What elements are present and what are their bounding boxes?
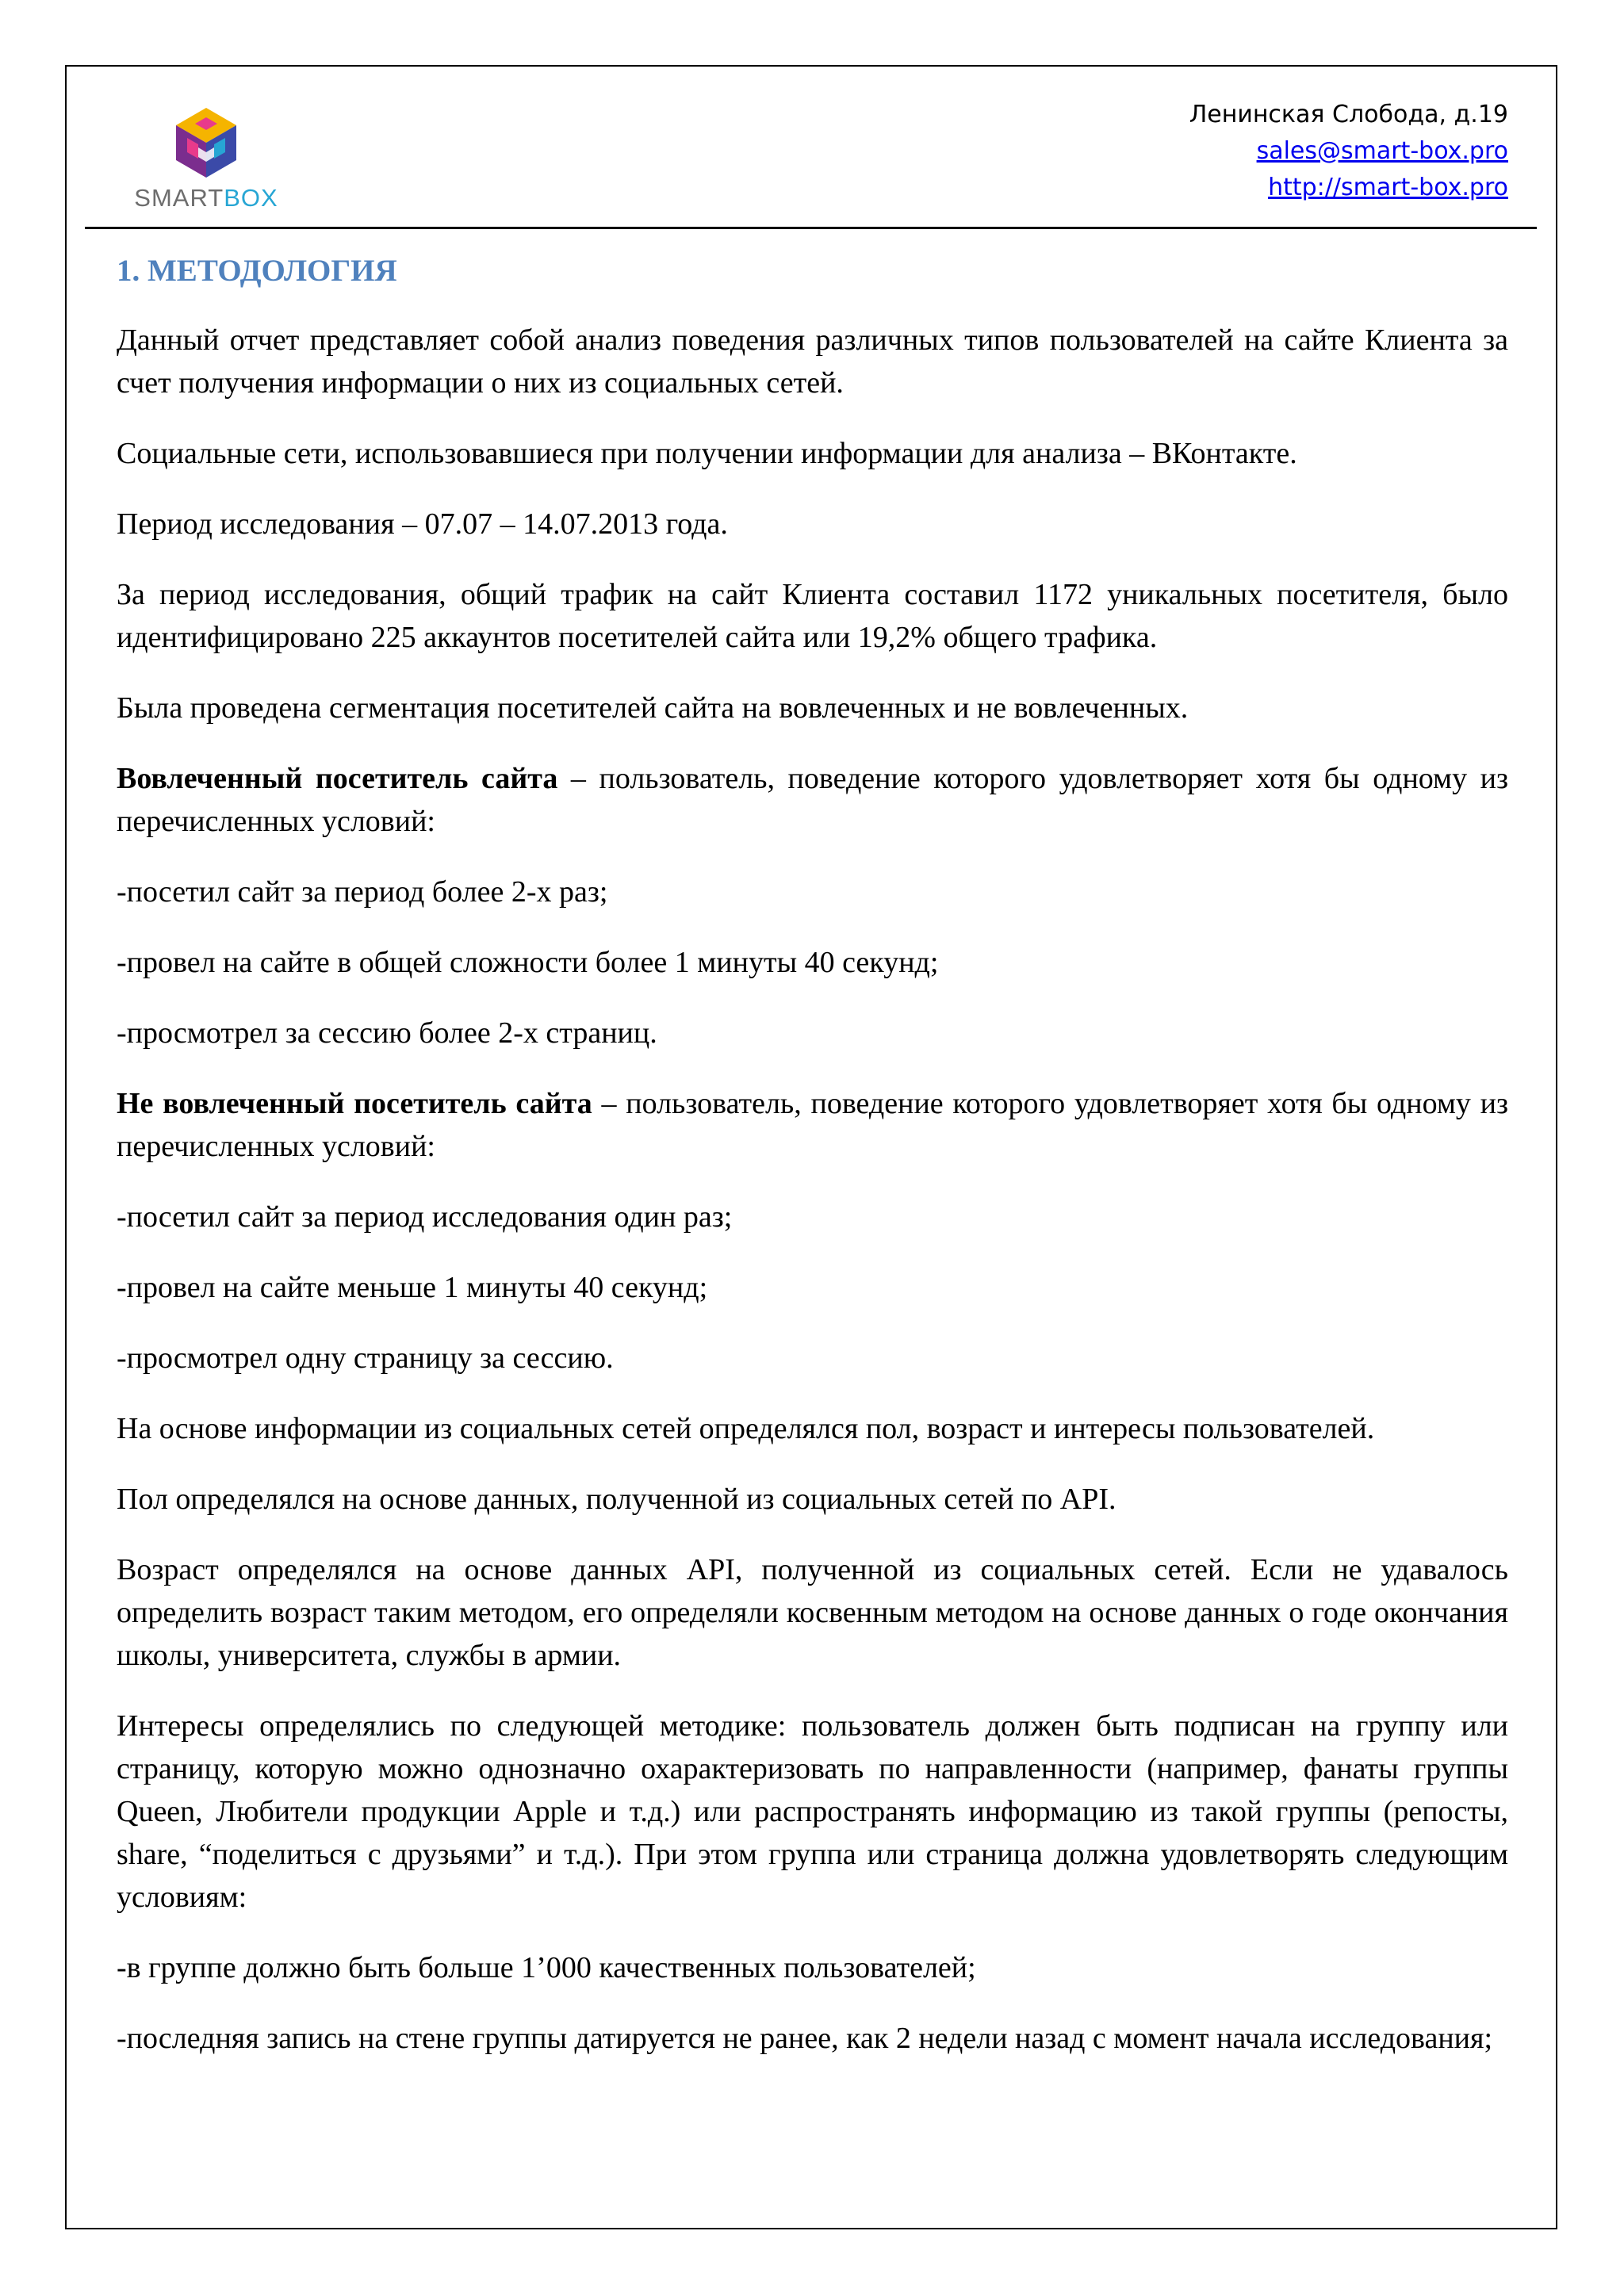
paragraph-interests: Интересы определялись по следующей методике: пользователь должен быть подписан на группу или страницу, которую можно однозначно охарактеризовать по направленности (например, фанаты группы Queen, Любители продукции Apple и т.д.) или распространять информацию из такой группы (репосты, share, “поделиться с друзьями” и т.д.). При этом группа или страница должна удовлетворять следующим условиям: (117, 1709, 1508, 1914)
paragraph-gender: Пол определялся на основе данных, полученной из социальных сетей по API. (117, 1483, 1116, 1516)
address: Ленинская Слобода, д.19 (1189, 101, 1508, 128)
smartbox-logo (119, 101, 293, 217)
engaged-definition-text: – пользователь, поведение которого удовлетворяет хотя бы одному из перечисленных условий: (117, 762, 1508, 838)
engaged-definition (117, 757, 1508, 843)
engaged-term: Вовлеченный посетитель сайта (117, 762, 558, 795)
smartbox-cube-icon (119, 101, 293, 184)
not-engaged-definition-text: – пользователь, поведение которого удовлетворяет хотя бы одному из перечисленных условий: (117, 1087, 1508, 1163)
not-engaged-criterion: -просмотрел одну страницу за сессию. (117, 1341, 614, 1375)
group-condition: -в группе должно быть больше 1’000 качественных пользователей; (117, 1951, 976, 1984)
paragraph-intro: Данный отчет представляет собой анализ поведения различных типов пользователей на сайте Клиента за счет получения информации о них из социальных сетей. (117, 323, 1508, 400)
not-engaged-term: Не вовлеченный посетитель сайта (117, 1087, 592, 1120)
section-title: 1. МЕТОДОЛОГИЯ (117, 254, 397, 288)
group-condition: -последняя запись на стене группы датируется не ранее, как 2 недели назад с момент начала исследования; (117, 2022, 1493, 2055)
not-engaged-criterion: -провел на сайте меньше 1 минуты 40 секунд; (117, 1271, 708, 1304)
contact-block (1189, 97, 1508, 206)
paragraph-social-networks: Социальные сети, использовавшиеся при получении информации для анализа – ВКонтакте. (117, 437, 1297, 470)
engaged-criterion: -провел на сайте в общей сложности более 1 минуты 40 секунд; (117, 946, 939, 979)
engaged-criterion: -посетил сайт за период более 2-х раз; (117, 875, 608, 909)
document-body (117, 247, 1508, 2087)
email-link[interactable]: sales@smart-box.pro (1256, 137, 1508, 165)
paragraph-segmentation: Была проведена сегментация посетителей сайта на вовлеченных и не вовлеченных. (117, 691, 1189, 725)
website-link[interactable]: http://smart-box.pro (1268, 174, 1508, 201)
logo-wordmark: SMARTBOX (134, 184, 278, 212)
paragraph-period: Период исследования – 07.07 – 14.07.2013 года. (117, 507, 728, 541)
paragraph-data-sources: На основе информации из социальных сетей определялся пол, возраст и интересы пользователей. (117, 1412, 1375, 1445)
paragraph-traffic: За период исследования, общий трафик на сайт Клиента составил 1172 уникальных посетителя, было идентифицировано 225 аккаунтов посетителей сайта или 19,2% общего трафика. (117, 578, 1508, 654)
engaged-criterion: -просмотрел за сессию более 2-х страниц. (117, 1016, 657, 1050)
not-engaged-criterion: -посетил сайт за период исследования один раз; (117, 1200, 733, 1234)
not-engaged-definition (117, 1082, 1508, 1168)
header-divider (85, 227, 1537, 229)
paragraph-age: Возраст определялся на основе данных API, полученной из социальных сетей. Если не удавалось определить возраст таким методом, его определяли косвенным методом на основе данных о годе окончания школы, университета, службы в армии. (117, 1553, 1508, 1672)
